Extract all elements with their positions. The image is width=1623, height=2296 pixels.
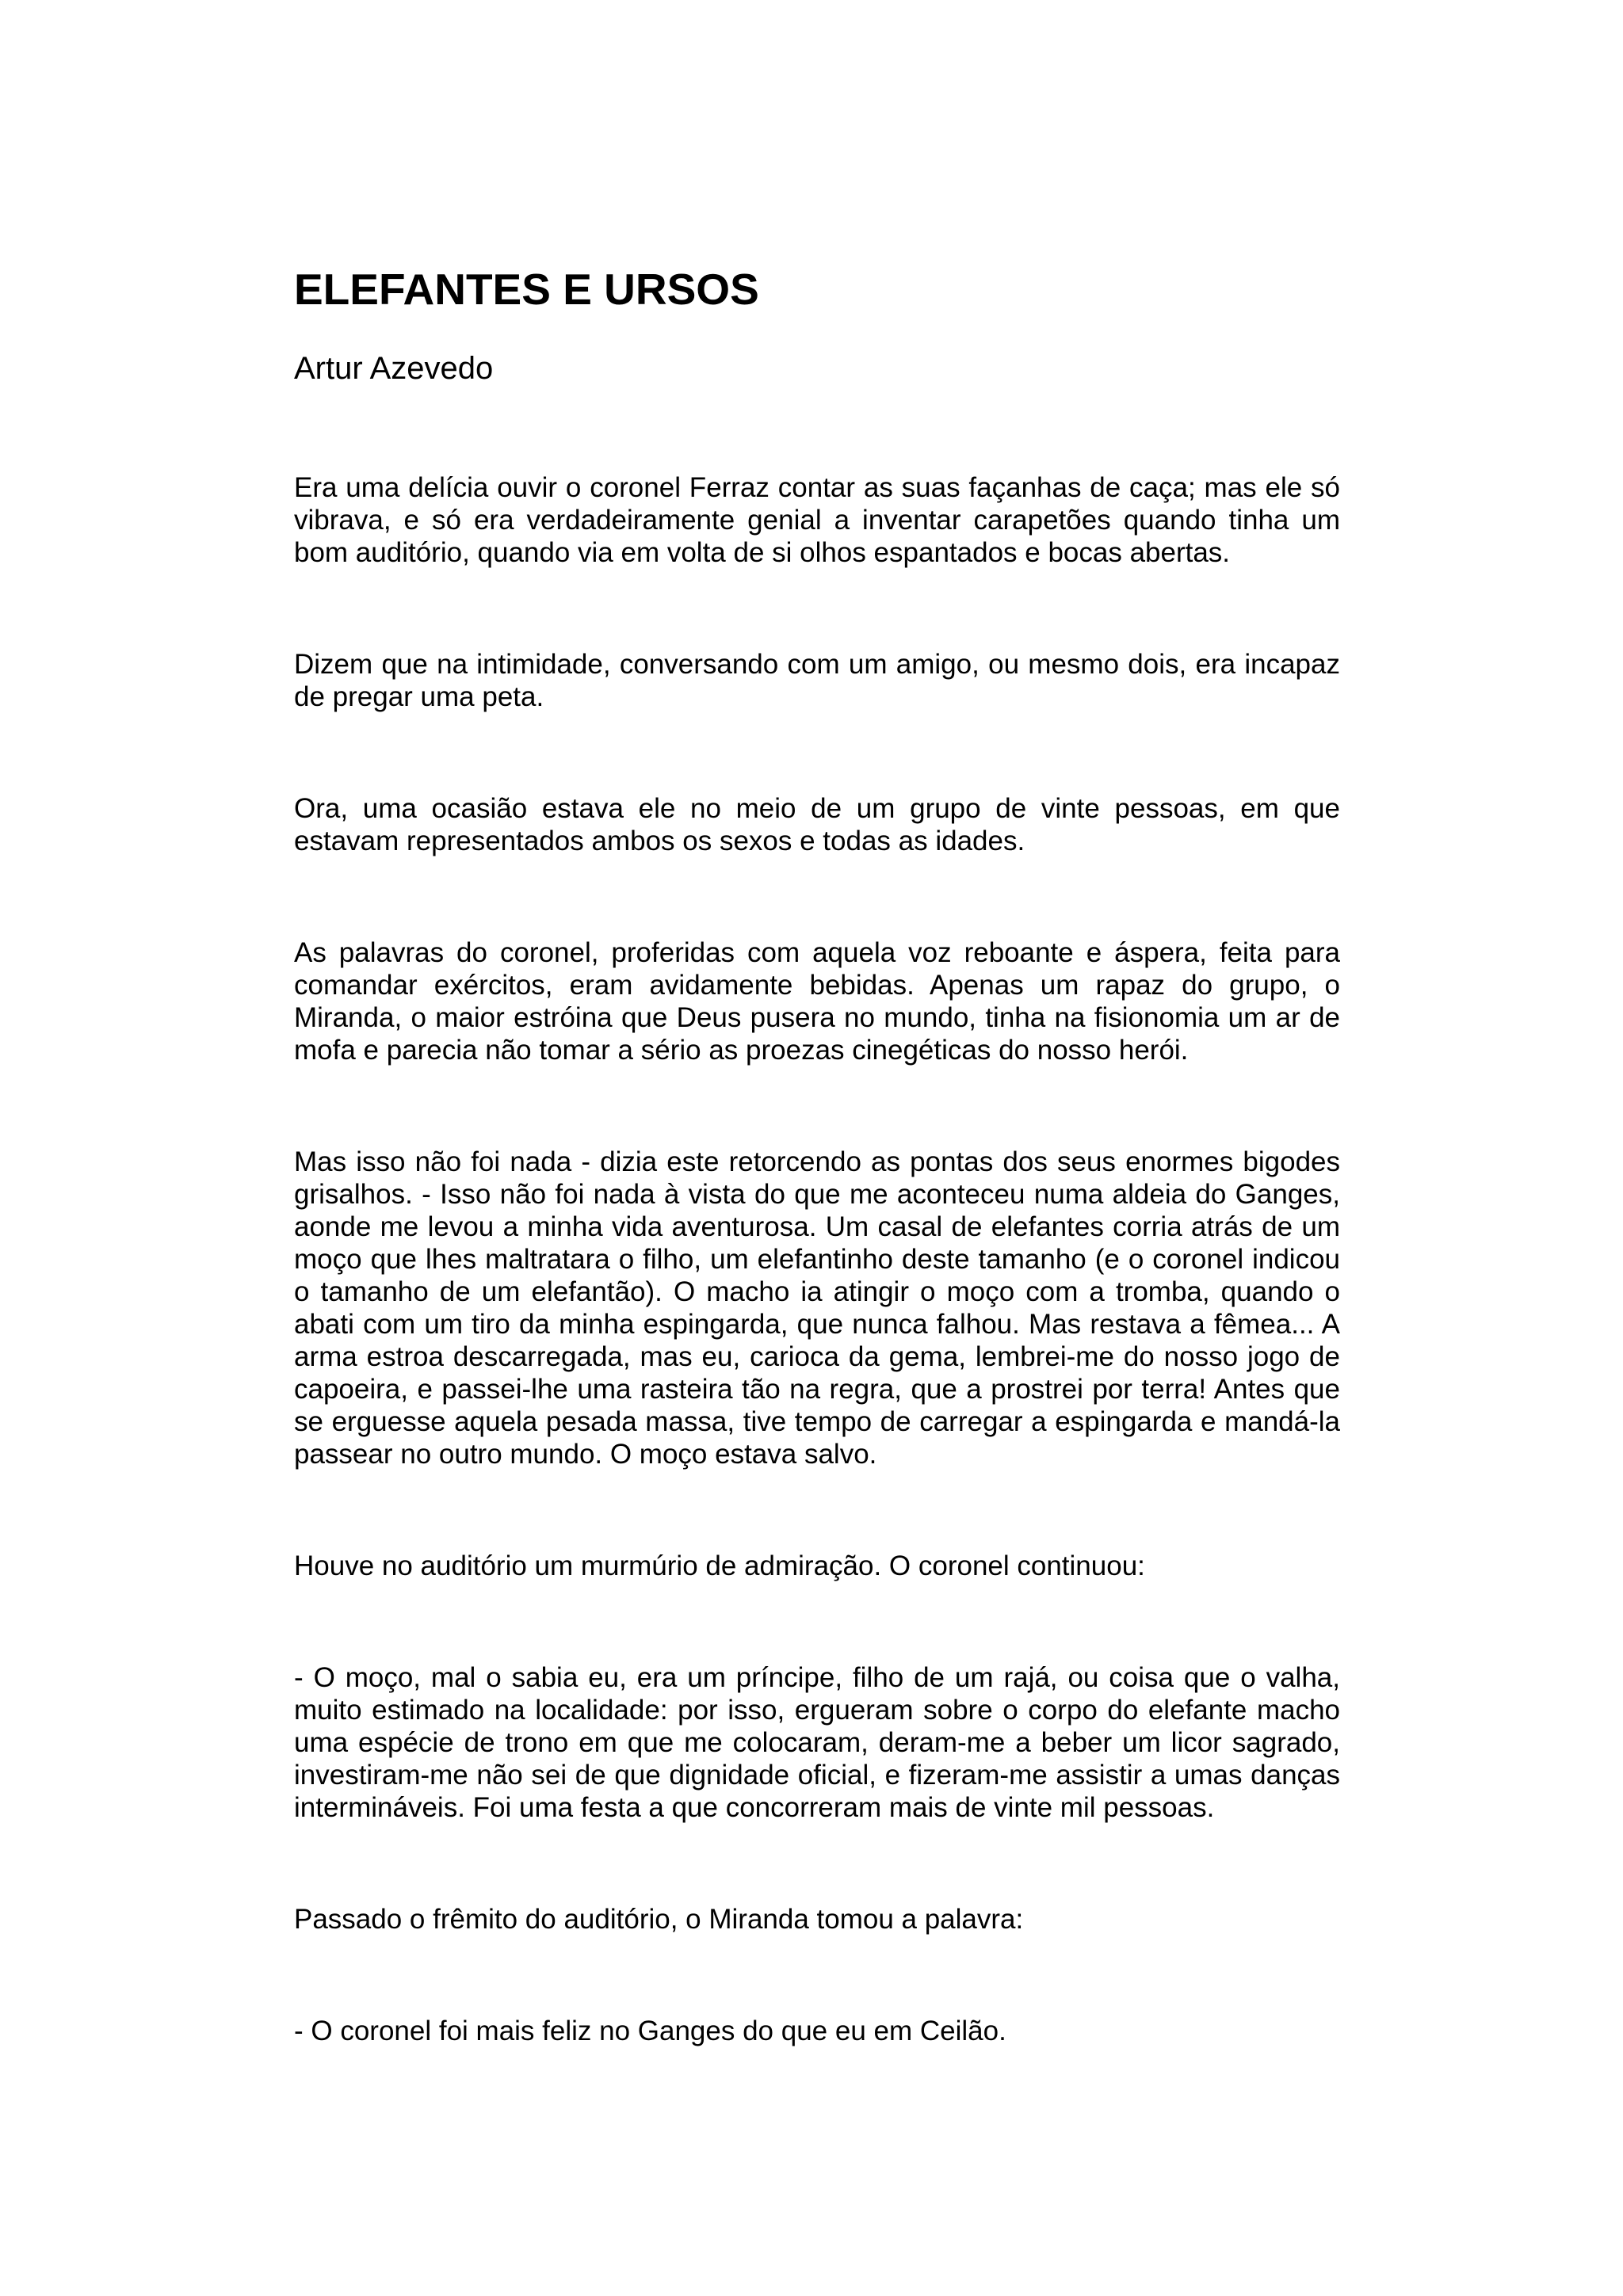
- paragraph-4: As palavras do coronel, proferidas com aquela voz reboante e áspera, feita para comandar exércitos, eram avidamente bebidas. Apenas um rapaz do grupo, o Miranda, o maior estróina que Deus pusera no mundo, tinha na fisionomia um ar de mofa e parecia não tomar a sério as proezas cinegéticas do nosso herói.: [294, 937, 1340, 1066]
- paragraph-5: Mas isso não foi nada - dizia este retorcendo as pontas dos seus enormes bigodes grisalhos. - Isso não foi nada à vista do que me aconteceu numa aldeia do Ganges, aonde me levou a minha vida aventurosa. Um casal de elefantes corria atrás de um moço que lhes maltratara o filho, um elefantinho deste tamanho (e o coronel indicou o tamanho de um elefantão). O macho ia atingir o moço com a tromba, quando o abati com um tiro da minha espingarda, que nunca falhou. Mas restava a fêmea... A arma estroa descarregada, mas eu, carioca da gema, lembrei-me do nosso jogo de capoeira, e passei-lhe uma rasteira tão na regra, que a prostrei por terra! Antes que se erguesse aquela pesada massa, tive tempo de carregar a espingarda e mandá-la passear no outro mundo. O moço estava salvo.: [294, 1146, 1340, 1470]
- document-content: [294, 261, 1340, 2047]
- document-title: ELEFANTES E URSOS: [294, 265, 759, 314]
- paragraph-9: - O coronel foi mais feliz no Ganges do que eu em Ceilão.: [294, 2016, 1006, 2046]
- paragraph-2: Dizem que na intimidade, conversando com um amigo, ou mesmo dois, era incapaz de pregar uma peta.: [294, 649, 1340, 712]
- paragraph-6: Houve no auditório um murmúrio de admiração. O coronel continuou:: [294, 1550, 1145, 1581]
- paragraph-3: Ora, uma ocasião estava ele no meio de um grupo de vinte pessoas, em que estavam representados ambos os sexos e todas as idades.: [294, 793, 1340, 856]
- document-body: [294, 471, 1340, 2047]
- paragraph-1: Era uma delícia ouvir o coronel Ferraz contar as suas façanhas de caça; mas ele só vibrava, e só era verdadeiramente genial a inventar carapetões quando tinha um bom auditório, quando via em volta de si olhos espantados e bocas abertas.: [294, 472, 1340, 568]
- paragraph-7: - O moço, mal o sabia eu, era um príncipe, filho de um rajá, ou coisa que o valha, muito estimado na localidade: por isso, ergueram sobre o corpo do elefante macho uma espécie de trono em que me colocaram, deram-me a beber um licor sagrado, investiram-me não sei de que dignidade oficial, e fizeram-me assistir a umas danças intermináveis. Foi uma festa a que concorreram mais de vinte mil pessoas.: [294, 1662, 1340, 1823]
- paragraph-8: Passado o frêmito do auditório, o Miranda tomou a palavra:: [294, 1904, 1024, 1935]
- document-author: Artur Azevedo: [294, 351, 494, 386]
